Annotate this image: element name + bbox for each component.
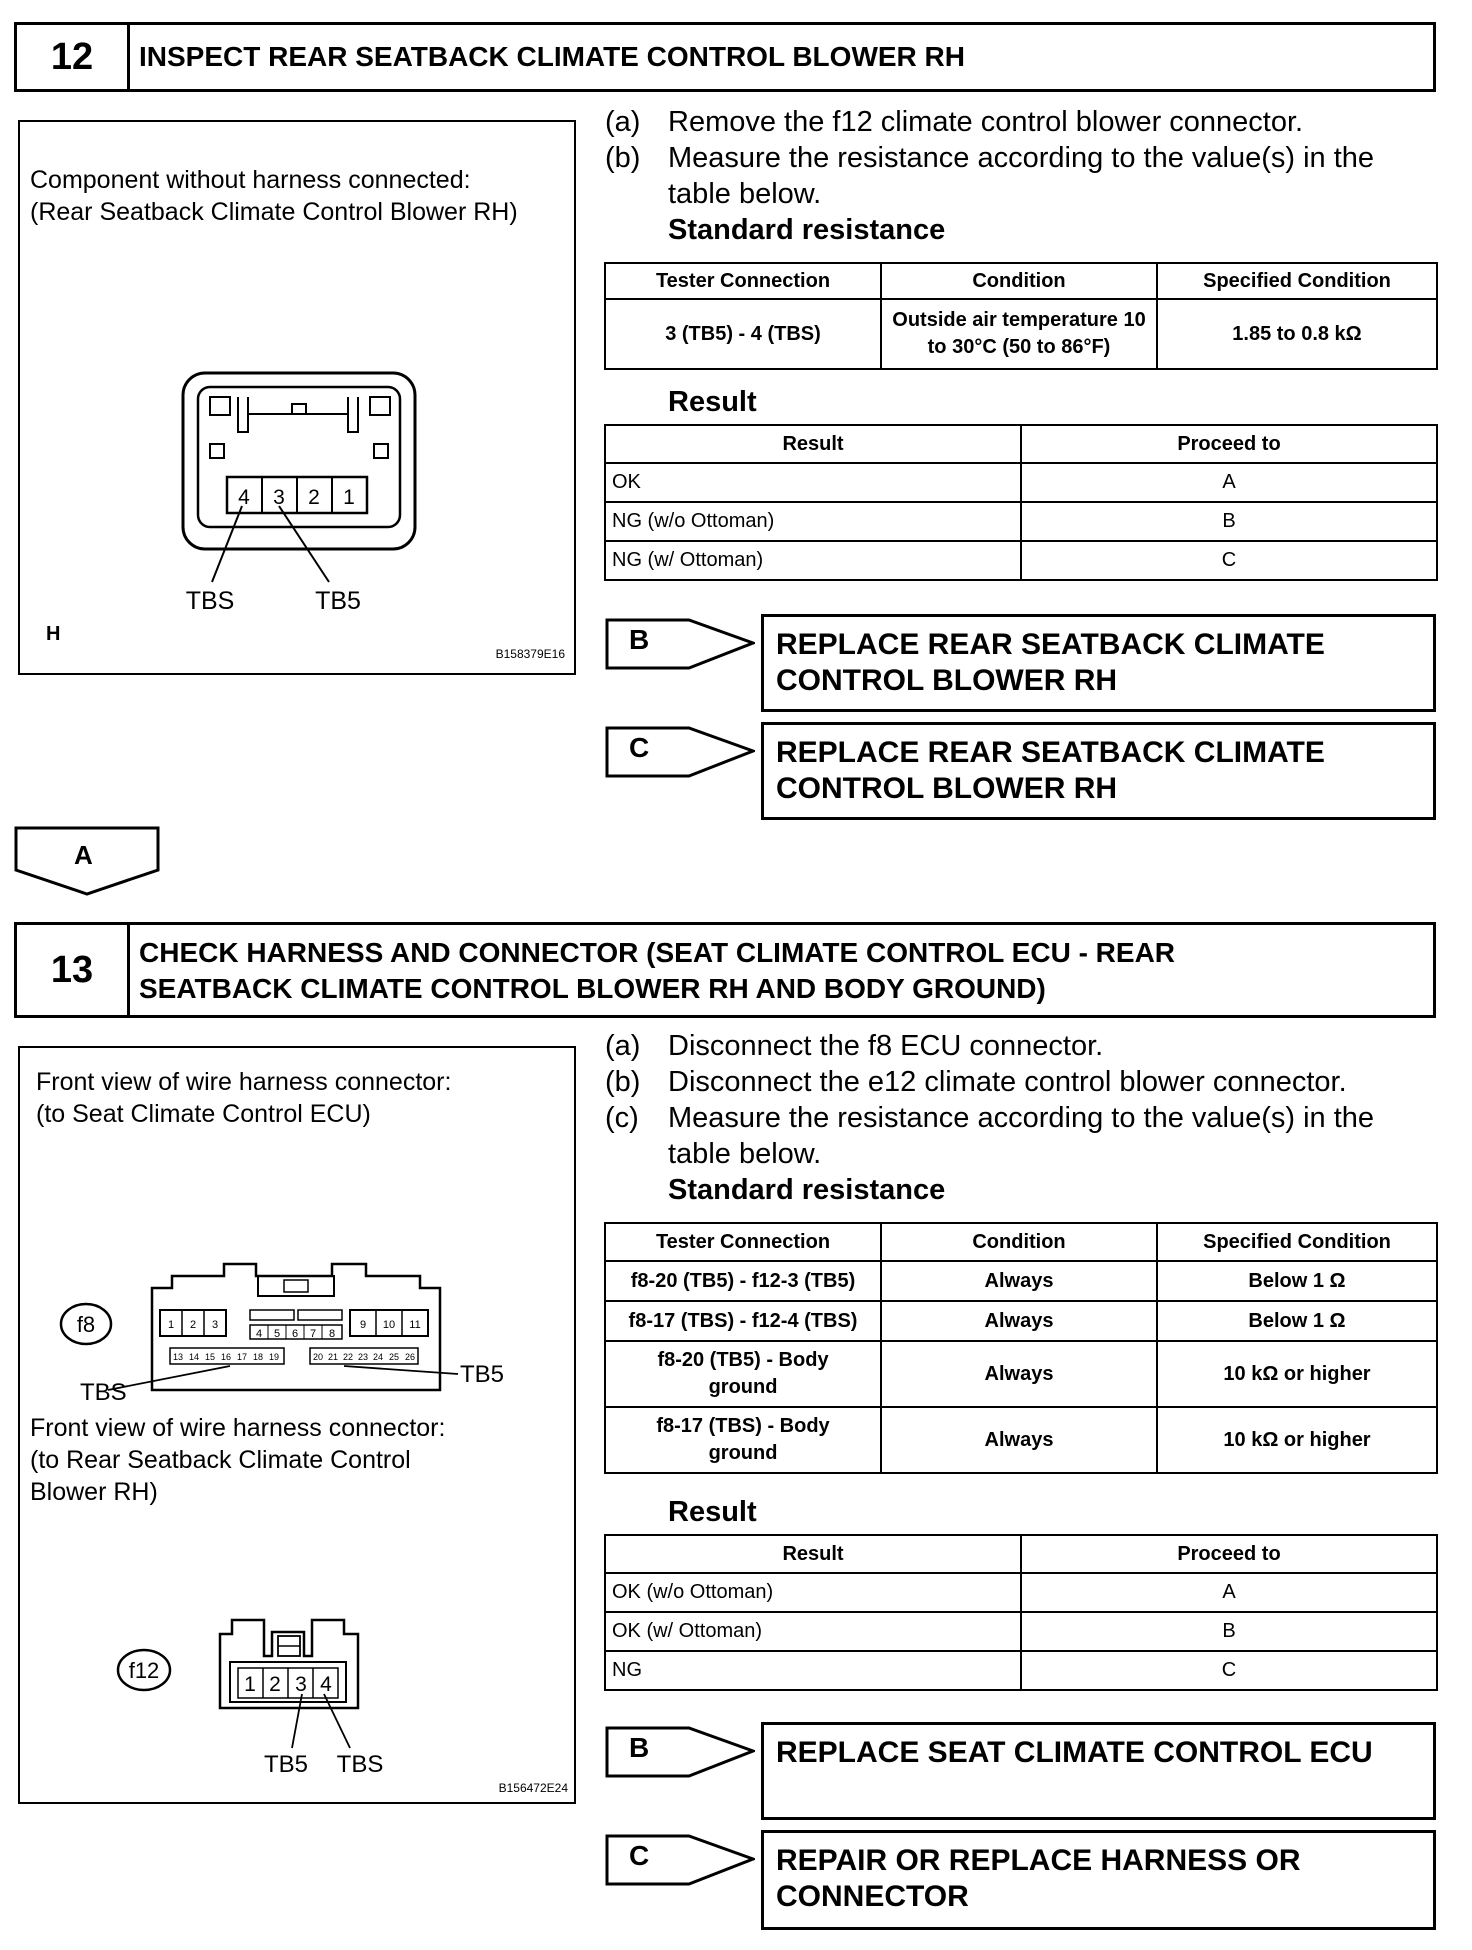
table-header: Condition: [881, 263, 1157, 299]
pin-label: 17: [236, 1352, 248, 1362]
standard-resistance-table: [604, 1222, 1438, 1474]
pin-label: 4: [255, 1328, 263, 1340]
instruction-label: (b): [605, 1066, 641, 1098]
pin-label: 18: [252, 1352, 264, 1362]
result-heading: Result: [668, 1496, 757, 1528]
table-cell: OK (w/o Ottoman): [605, 1573, 1021, 1612]
pin-label: 3: [273, 486, 285, 509]
instruction-label: (a): [605, 106, 641, 138]
pin-label: 3: [211, 1319, 219, 1331]
figure-letter: H: [46, 623, 61, 645]
table-cell: 3 (TB5) - 4 (TBS): [605, 299, 881, 369]
branch-arrow-b: [605, 1722, 755, 1780]
table-cell: Always: [881, 1261, 1157, 1301]
pin-label: 22: [342, 1352, 354, 1362]
connector-diagrams: [20, 1048, 574, 1802]
branch-letter: C: [629, 732, 650, 763]
pin-label: 2: [308, 486, 320, 509]
figure-code: B158379E16: [495, 647, 565, 661]
pin-label: 24: [372, 1352, 384, 1362]
table-cell: f8-20 (TB5) - f12-3 (TB5): [605, 1261, 881, 1301]
pin-label: 4: [320, 1673, 332, 1696]
instruction-text: Disconnect the f8 ECU connector.: [668, 1030, 1104, 1062]
pin-label: 2: [269, 1673, 281, 1696]
pin-label: 11: [409, 1319, 421, 1331]
table-cell: f8-17 (TBS) - Body ground: [605, 1407, 881, 1473]
pin-label: 4: [238, 486, 250, 509]
table-header: Proceed to: [1021, 1535, 1437, 1573]
pin-label: 10: [382, 1319, 396, 1331]
step-12-header: [14, 22, 1436, 92]
table-cell: NG: [605, 1651, 1021, 1690]
table-cell: A: [1021, 1573, 1437, 1612]
table-cell: B: [1021, 1612, 1437, 1651]
instruction-text: Measure the resistance according to the value(s) in the table below.: [668, 142, 1375, 210]
table-header: Specified Condition: [1157, 263, 1437, 299]
figure-code: B156472E24: [498, 1781, 568, 1795]
figure-caption: (to Rear Seatback Climate Control: [30, 1446, 411, 1474]
table-cell: NG (w/ Ottoman): [605, 541, 1021, 580]
branch-arrow-c: [605, 722, 755, 780]
step-title: CHECK HARNESS AND CONNECTOR (SEAT CLIMATE CONTROL ECU - REAR: [139, 937, 1176, 968]
standard-resistance-heading: Standard resistance: [668, 214, 946, 246]
branch-letter: C: [629, 1840, 650, 1871]
branch-arrow-b: [605, 614, 755, 672]
table-header: Tester Connection: [605, 263, 881, 299]
pin-label: 1: [244, 1673, 256, 1696]
standard-resistance-table: [604, 262, 1438, 370]
table-cell: Below 1 Ω: [1157, 1261, 1437, 1301]
pin-label: 13: [172, 1352, 184, 1362]
instruction-text: Measure the resistance according to the value(s) in the table below.: [668, 1102, 1375, 1170]
connector-id: f12: [128, 1658, 160, 1683]
label-tb5: TB5: [263, 1751, 309, 1778]
action-box: REPLACE REAR SEATBACK CLIMATE CONTROL BLOWER RH: [761, 722, 1436, 820]
table-cell: C: [1021, 541, 1437, 580]
pin-label: 2: [189, 1319, 197, 1331]
table-header: Condition: [881, 1223, 1157, 1261]
table-cell: f8-17 (TBS) - f12-4 (TBS): [605, 1301, 881, 1341]
table-cell: B: [1021, 502, 1437, 541]
table-cell: C: [1021, 1651, 1437, 1690]
pin-label: 9: [359, 1319, 367, 1331]
pin-label: 23: [357, 1352, 369, 1362]
table-cell: OK (w/ Ottoman): [605, 1612, 1021, 1651]
table-cell: Always: [881, 1341, 1157, 1407]
pin-label: 7: [309, 1328, 317, 1340]
pin-label: 20: [312, 1352, 324, 1362]
branch-arrow-c: [605, 1830, 755, 1888]
table-cell: NG (w/o Ottoman): [605, 502, 1021, 541]
table-header: Tester Connection: [605, 1223, 881, 1261]
instruction-text: Disconnect the e12 climate control blower connector.: [668, 1066, 1347, 1098]
pin-label: 16: [220, 1352, 232, 1362]
step-title: SEATBACK CLIMATE CONTROL BLOWER RH AND BODY GROUND): [139, 973, 1046, 1004]
pin-label: 25: [388, 1352, 400, 1362]
figure-caption: (to Seat Climate Control ECU): [36, 1100, 371, 1128]
action-box: REPAIR OR REPLACE HARNESS OR CONNECTOR: [761, 1830, 1436, 1930]
standard-resistance-heading: Standard resistance: [668, 1174, 946, 1206]
label-tb5: TB5: [460, 1361, 505, 1388]
proceed-arrow-a: [14, 826, 160, 896]
figure-caption: Front view of wire harness connector:: [30, 1414, 446, 1442]
table-cell: Always: [881, 1407, 1157, 1473]
step-12-figure: [18, 120, 576, 675]
table-header: Result: [605, 425, 1021, 463]
figure-caption: Front view of wire harness connector:: [36, 1068, 452, 1096]
action-box: REPLACE SEAT CLIMATE CONTROL ECU: [761, 1722, 1436, 1820]
figure-caption: Blower RH): [30, 1478, 158, 1506]
table-header: Result: [605, 1535, 1021, 1573]
table-cell: f8-20 (TB5) - Body ground: [605, 1341, 881, 1407]
branch-letter: B: [629, 1732, 650, 1763]
instruction-text: Remove the f12 climate control blower connector.: [668, 106, 1304, 138]
connector-id: f8: [76, 1312, 96, 1337]
pin-label: 5: [273, 1328, 281, 1340]
table-cell: 10 kΩ or higher: [1157, 1341, 1437, 1407]
figure-caption: (Rear Seatback Climate Control Blower RH): [30, 198, 518, 226]
table-cell: A: [1021, 463, 1437, 502]
instruction-label: (c): [605, 1102, 639, 1134]
table-header: Specified Condition: [1157, 1223, 1437, 1261]
pin-label: 1: [343, 486, 355, 509]
label-tbs: TBS: [80, 1379, 127, 1406]
pin-label: 26: [404, 1352, 416, 1362]
pin-label: 15: [204, 1352, 216, 1362]
pin-label: 21: [327, 1352, 339, 1362]
result-table: [604, 1534, 1438, 1691]
pin-label: 1: [167, 1319, 175, 1331]
instruction-label: (b): [605, 142, 641, 174]
table-cell: Always: [881, 1301, 1157, 1341]
pin-label: 14: [188, 1352, 200, 1362]
table-header: Proceed to: [1021, 425, 1437, 463]
proceed-letter: A: [74, 840, 93, 870]
label-tbs: TBS: [185, 587, 235, 615]
table-cell: 10 kΩ or higher: [1157, 1407, 1437, 1473]
label-tbs: TBS: [336, 1751, 384, 1778]
pin-label: 8: [328, 1328, 336, 1340]
branch-letter: B: [629, 624, 650, 655]
label-tb5: TB5: [315, 587, 361, 615]
pin-label: 3: [295, 1673, 307, 1696]
step-number: 13: [17, 925, 130, 1015]
action-box: REPLACE REAR SEATBACK CLIMATE CONTROL BLOWER RH: [761, 614, 1436, 712]
step-13-figure: [18, 1046, 576, 1804]
pin-label: 6: [291, 1328, 299, 1340]
connector-diagram: [20, 122, 574, 673]
table-cell: Outside air temperature 10 to 30°C (50 to 86°F): [881, 299, 1157, 369]
step-13-header: [14, 922, 1436, 1018]
instruction-label: (a): [605, 1030, 641, 1062]
table-cell: 1.85 to 0.8 kΩ: [1157, 299, 1437, 369]
step-number: 12: [17, 25, 130, 89]
table-cell: OK: [605, 463, 1021, 502]
pin-label: 19: [268, 1352, 280, 1362]
result-table: [604, 424, 1438, 581]
table-cell: Below 1 Ω: [1157, 1301, 1437, 1341]
result-heading: Result: [668, 386, 757, 418]
step-title: INSPECT REAR SEATBACK CLIMATE CONTROL BLOWER RH: [139, 41, 965, 72]
figure-caption: Component without harness connected:: [30, 166, 471, 194]
